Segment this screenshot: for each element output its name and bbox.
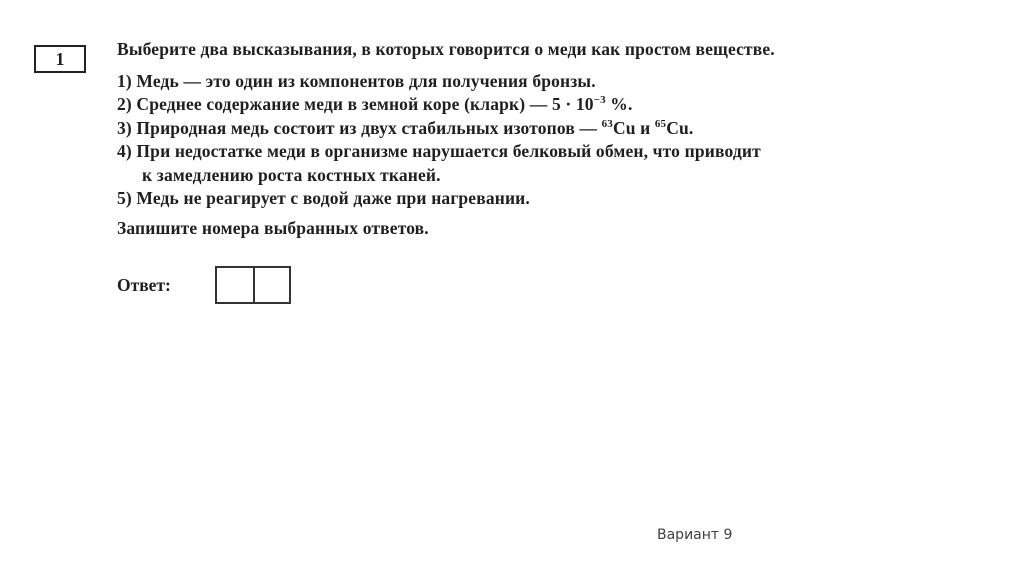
task-number: 1 — [55, 48, 65, 69]
task-number-box — [34, 45, 86, 73]
task-question: Выберите два высказывания, в которых говорится о меди как простом веществе. — [117, 39, 775, 59]
option-number: 2) — [117, 94, 132, 114]
task-instruction: Запишите номера выбранных ответов. — [117, 217, 429, 238]
isotope-symbol: Cu — [612, 117, 636, 138]
option-4[interactable] — [117, 140, 1007, 187]
answer-cell-2[interactable] — [253, 268, 289, 302]
isotope-symbol: Cu — [666, 117, 689, 138]
option-2[interactable] — [117, 93, 1007, 117]
option-number: 5) — [117, 188, 132, 208]
option-number: 1) — [117, 70, 132, 91]
option-text-tail: . — [688, 117, 694, 138]
option-1[interactable] — [117, 70, 1007, 94]
option-text: Медь — это один из компонентов для получения бронзы. — [136, 70, 596, 91]
variant-label: Вариант 9 — [657, 527, 733, 543]
answer-row — [117, 266, 291, 304]
task-content — [117, 38, 1007, 240]
isotope-connector: и — [635, 117, 655, 138]
isotope-mass-65: 65 — [654, 117, 667, 130]
answer-cells — [215, 266, 291, 304]
isotope-mass-63: 63 — [601, 117, 613, 130]
option-5[interactable] — [117, 187, 1007, 211]
option-text: При недостатке меди в организме нарушается белковый обмен, что приводит — [136, 141, 761, 161]
option-number: 3) — [117, 117, 132, 138]
option-number: 4) — [117, 141, 132, 161]
option-text-tail: %. — [605, 94, 633, 114]
answer-cell-1[interactable] — [217, 268, 253, 302]
option-text: Среднее содержание меди в земной коре (кларк) — 5 · 10 — [136, 94, 594, 114]
option-3[interactable] — [117, 117, 1007, 141]
option-text: Медь не реагирует с водой даже при нагревании. — [136, 188, 530, 208]
option-text-continuation: к замедлению роста костных тканей. — [142, 164, 441, 185]
option-text: Природная медь состоит из двух стабильных изотопов — — [136, 117, 602, 138]
answer-label: Ответ: — [117, 274, 171, 295]
exponent: −3 — [593, 94, 606, 106]
